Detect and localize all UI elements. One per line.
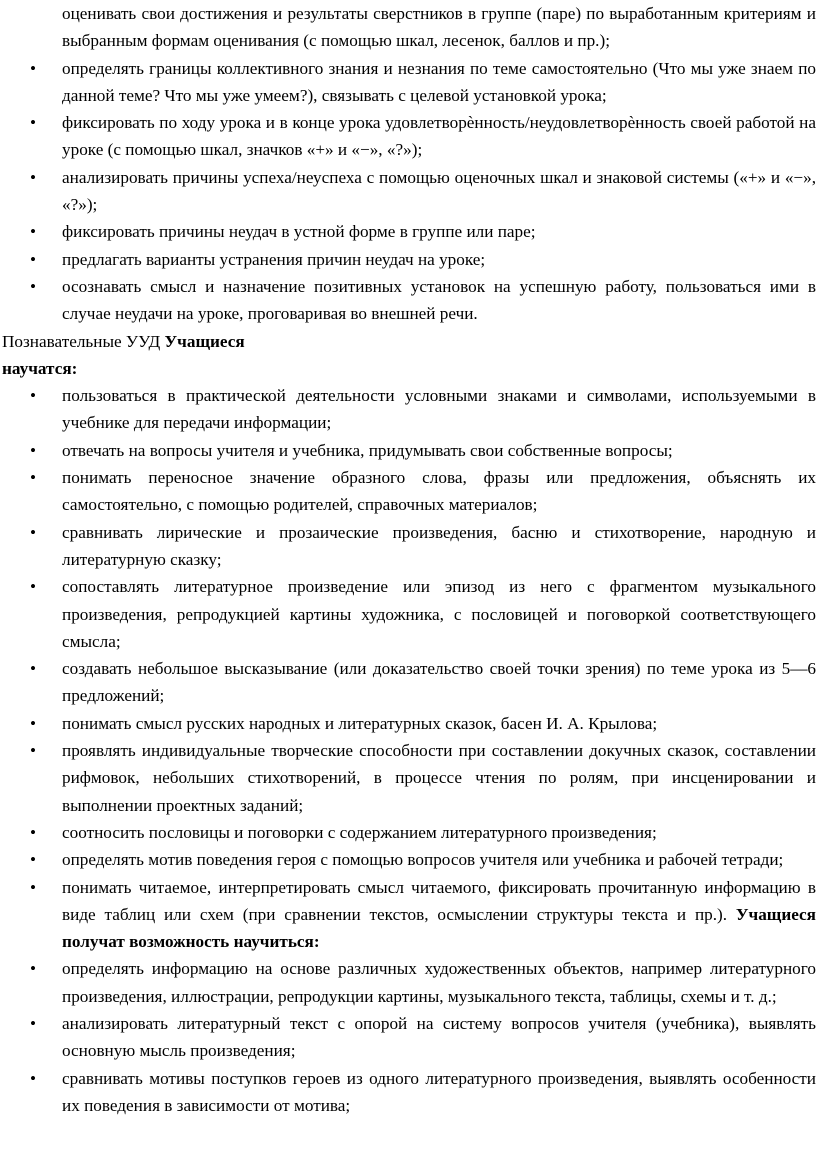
bullet-icon: • bbox=[30, 577, 37, 597]
bullet-icon: • bbox=[30, 850, 37, 870]
bullet-icon: • bbox=[30, 440, 37, 460]
bullet-icon: • bbox=[30, 1013, 37, 1033]
bullet-icon: • bbox=[30, 959, 37, 979]
bullet-icon: • bbox=[30, 522, 37, 542]
list-item: • определять границы коллективного знания и незнания по теме самостоятельно (Что мы уже знаем по данной теме? Что мы уже умеем?), связывать с целевой установкой урока; bbox=[0, 55, 816, 110]
mixed-item-text: понимать читаемое, интерпретировать смысл читаемого, фиксировать прочитанную информацию в виде таблиц или схем (при сравнении текстов, осмыслении структуры текста и пр.). bbox=[62, 877, 816, 924]
bullet-icon: • bbox=[30, 877, 37, 897]
bullet-icon: • bbox=[30, 659, 37, 679]
bullet-icon: • bbox=[30, 249, 37, 269]
list-item: • анализировать причины успеха/неуспеха с помощью оценочных шкал и знаковой системы («+» и «−», «?»); bbox=[0, 164, 816, 219]
bullet-icon: • bbox=[30, 822, 37, 842]
list-item: • сравнивать мотивы поступков героев из одного литературного произведения, выявлять особенности их поведения в зависимости от мотива; bbox=[0, 1065, 816, 1120]
list-item: • осознавать смысл и назначение позитивных установок на успешную работу, пользоваться ими в случае неудачи на уроке, проговаривая во внешней речи. bbox=[0, 273, 816, 328]
bullet-icon: • bbox=[30, 222, 37, 242]
regulatory-skills-list bbox=[0, 55, 816, 328]
section-bold-subject: Учащиеся bbox=[164, 331, 245, 351]
list-item: • пользоваться в практической деятельности условными знаками и символами, используемыми в учебнике для передачи информации; bbox=[0, 382, 816, 437]
bullet-icon: • bbox=[30, 58, 37, 78]
list-item: • отвечать на вопросы учителя и учебника, придумывать свои собственные вопросы; bbox=[0, 437, 816, 464]
list-item: • проявлять индивидуальные творческие способности при составлении докучных сказок, составлении рифмовок, небольших стихотворений, в процессе чтения по ролям, при инсценировании и выполнении проектных заданий; bbox=[0, 737, 816, 819]
list-item: • анализировать литературный текст с опорой на систему вопросов учителя (учебника), выявлять основную мысль произведения; bbox=[0, 1010, 816, 1065]
list-item: • сравнивать лирические и прозаические произведения, басню и стихотворение, народную и литературную сказку; bbox=[0, 519, 816, 574]
bullet-icon: • bbox=[30, 1068, 37, 1088]
bullet-icon: • bbox=[30, 713, 37, 733]
list-item: • фиксировать причины неудач в устной форме в группе или паре; bbox=[0, 218, 816, 245]
bullet-icon: • bbox=[30, 276, 37, 296]
bullet-icon: • bbox=[30, 113, 37, 133]
bullet-icon: • bbox=[30, 468, 37, 488]
section-label: Познавательные УУД bbox=[2, 331, 165, 351]
list-item bbox=[0, 874, 816, 956]
bullet-icon: • bbox=[30, 386, 37, 406]
list-item: • сопоставлять литературное произведение или эпизод из него с фрагментом музыкального произведения, репродукцией картины художника, с пословицей и поговоркой соответствующего смысла; bbox=[0, 573, 816, 655]
cognitive-skills-list bbox=[0, 382, 816, 955]
list-item: • определять мотив поведения героя с помощью вопросов учителя или учебника и рабочей тетради; bbox=[0, 846, 816, 873]
bullet-icon: • bbox=[30, 741, 37, 761]
continuation-paragraph: оценивать свои достижения и результаты сверстников в группе (паре) по выработанным критериям и выбранным формам оценивания (с помощью шкал, лесенок, баллов и пр.); bbox=[62, 4, 816, 51]
list-item: • понимать переносное значение образного слова, фразы или предложения, объяснять их самостоятельно, с помощью родителей, справочных материалов; bbox=[0, 464, 816, 519]
list-item: • предлагать варианты устранения причин неудач на уроке; bbox=[0, 246, 816, 273]
list-item: • соотносить пословицы и поговорки с содержанием литературного произведения; bbox=[0, 819, 816, 846]
section-bold-verb: научатся: bbox=[2, 358, 78, 378]
list-item: • понимать смысл русских народных и литературных сказок, басен И. А. Крылова; bbox=[0, 710, 816, 737]
bullet-icon: • bbox=[30, 167, 37, 187]
extended-skills-list bbox=[0, 955, 816, 1119]
list-item: • определять информацию на основе различных художественных объектов, например литературного произведения, иллюстрации, репродукции картины, музыкального текста, таблицы, схемы и т. д.; bbox=[0, 955, 816, 1010]
subsection-heading: Учащиеся получат возможность научиться: bbox=[62, 904, 816, 952]
section-heading bbox=[0, 328, 816, 383]
list-item: • фиксировать по ходу урока и в конце урока удовлетворѐнность/неудовлетворѐнность своей работой на уроке (с помощью шкал, значков «+» и «−», «?»); bbox=[0, 109, 816, 164]
list-item: • создавать небольшое высказывание (или доказательство своей точки зрения) по теме урока из 5—6 предложений; bbox=[0, 655, 816, 710]
